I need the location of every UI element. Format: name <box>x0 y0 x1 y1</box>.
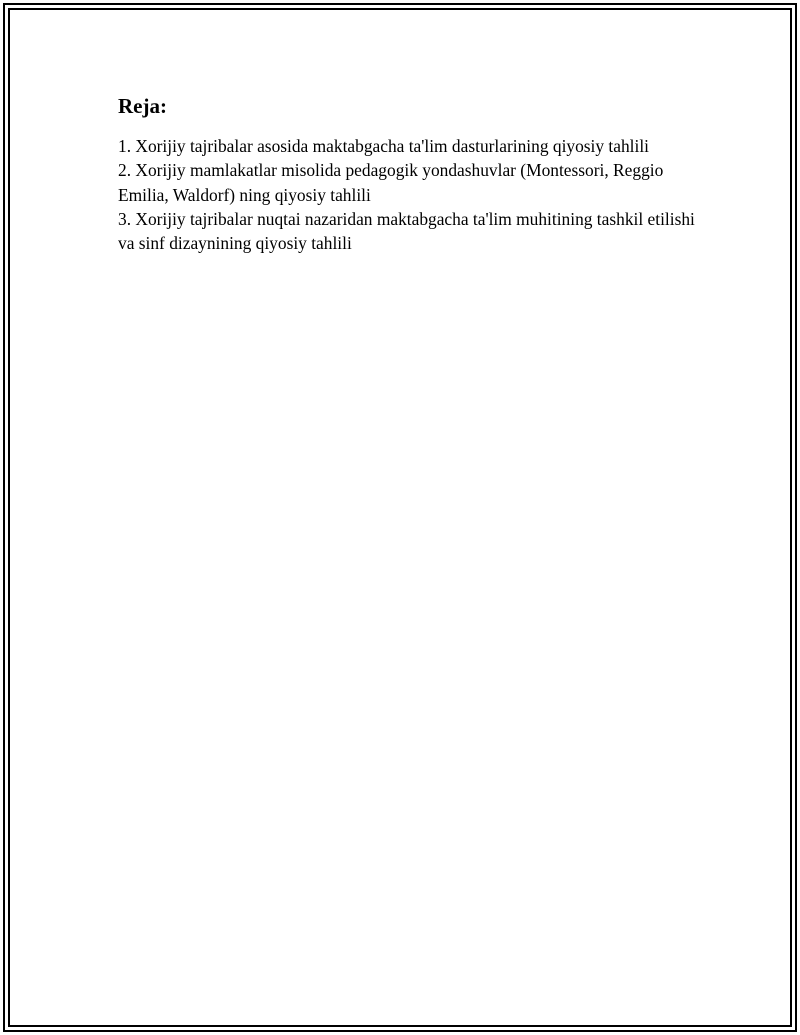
plan-heading: Reja: <box>118 94 167 118</box>
plan-list <box>118 134 698 255</box>
plan-item: 1. Xorijiy tajribalar asosida maktabgacha ta'lim dasturlarining qiyosiy tahlili <box>118 136 650 156</box>
document-content <box>118 94 698 255</box>
plan-item: 2. Xorijiy mamlakatlar misolida pedagogik yondashuvlar (Montessori, Reggio Emilia, Waldorf) ning qiyosiy tahlili <box>118 160 664 205</box>
plan-item: 3. Xorijiy tajribalar nuqtai nazaridan maktabgacha ta'lim muhitining tashkil etilishi va sinf dizaynining qiyosiy tahlili <box>118 208 695 254</box>
